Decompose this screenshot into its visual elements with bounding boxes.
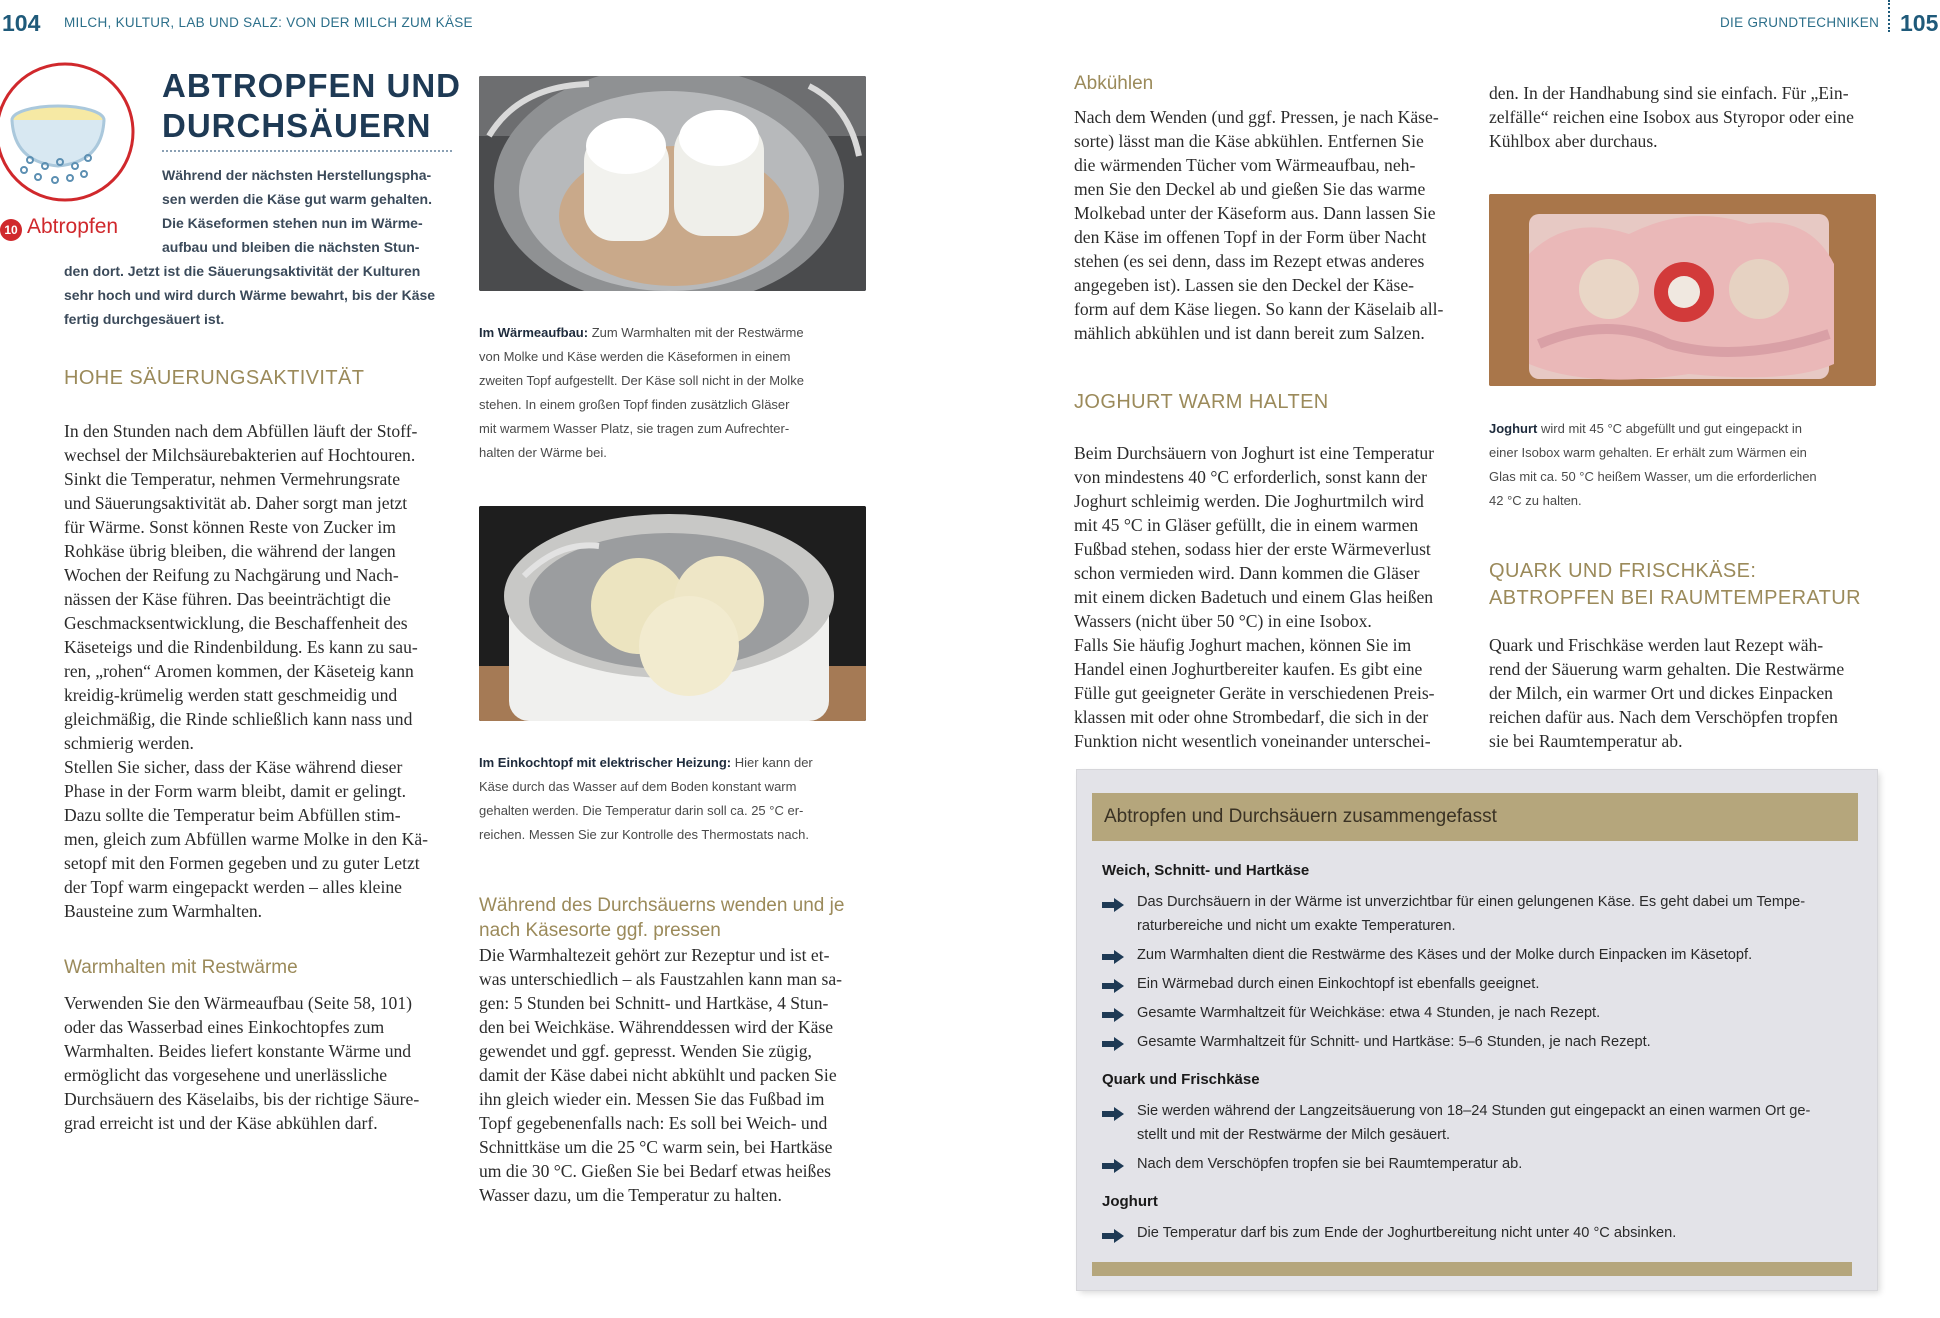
arrow-icon [1102, 1007, 1124, 1026]
summary-bottom-bar [1092, 1262, 1852, 1276]
chapter-intro: Während der nächsten Herstellungspha- sen werden die Käse gut warm gehalten. Die Käseformen stehen nun im Wärme- aufbau und bleiben die nächsten Stun- den dort. Jetzt ist die Säuerungsaktivität der Kulturen sehr hoch und wird durch Wärme bewahrt, bis der Käse fertig durchgesäuert ist. [64, 167, 436, 327]
section-heading-joghurt: JOGHURT WARM HALTEN [1074, 391, 1329, 413]
section-heading-quark: QUARK UND FRISCHKÄSE: ABTROPFEN BEI RAUMTEMPERATUR [1489, 560, 1861, 609]
summary-item: Nach dem Verschöpfen tropfen sie bei Raumtemperatur ab. [1137, 1156, 1523, 1172]
summary-item: Die Temperatur darf bis zum Ende der Joghurtbereitung nicht unter 40 °C absinken. [1137, 1225, 1677, 1241]
step-label: Abtropfen [27, 215, 119, 238]
left-running-head: MILCH, KULTUR, LAB UND SALZ: VON DER MILCH ZUM KÄSE [64, 15, 473, 30]
arrow-icon [1102, 1106, 1124, 1125]
section-body-warmhalten: Verwenden Sie den Wärmeaufbau (Seite 58, 101) oder das Wasserbad eines Einkochtopfes zum Warmhalten. Beides liefert konstante Wärme und ermöglicht das vorgesehene und unerlässliche Durchsäuern des Käselaibs, bis der richtige Säure- grad erreicht ist und der Käse abkühlen darf. [64, 993, 420, 1133]
summary-item: Gesamte Warmhaltzeit für Schnitt- und Hartkäse: 5–6 Stunden, je nach Rezept. [1137, 1034, 1651, 1050]
summary-item: Gesamte Warmhaltzeit für Weichkäse: etwa 4 Stunden, je nach Rezept. [1137, 1005, 1601, 1021]
section-body-hohe: In den Stunden nach dem Abfüllen läuft der Stoff- wechsel der Milchsäurebakterien auf Hochtouren. Sinkt die Temperatur, nehmen Vermehrungsrate und Säuerungsaktivität ab. Daher sorgt man jetzt für Wärme. Sonst können Reste von Zucker im Rohkäse übrig bleiben, die während der langen Wochen der Reifung zu Nachgärung und Nach- nässen der Käse führen. Das beeinträchtigt die Geschmacksentwicklung, die Beschaffenheit des Käseteigs und die Rindenbildung. Es kann zu sau- ren, „rohen“ Aromen kommen, der Käseteig kann kreidig-krümelig werden statt geschmeidig und gleichmäßig, die Rinde schließlich kann nass und schmierig werden. Stellen Sie sicher, dass der Käse während dieser Phase in der Form warm bleibt, damit er gelingt. Dazu sollte die Temperatur beim Abfüllen stim- men, gleich zum Abfüllen warme Molke in den Kä- setopf mit den Formen gegeben und zu guter Letzt der Topf warm eingepackt werden – alles kleine Bausteine zum Warmhalten. [64, 421, 428, 921]
arrow-icon [1102, 1228, 1124, 1247]
section-body-joghurt: Beim Durchsäuern von Joghurt ist eine Temperatur von mindestens 40 °C erforderlich, sonst kann der Joghurt schleimig werden. Die Joghurtmilch wird mit 45 °C in Gläser gefüllt, die in einem warmen Fußbad stehen, sodass hier der erste Wärmeverlust schon vermieden wird. Dann kommen die Gläser mit einem dicken Badetuch und einem Glas heißen Wassers (nicht über 50 °C) in eine Isobox. Falls Sie häufig Joghurt machen, können Sie im Handel einen Joghurtbereiter kaufen. Es gibt eine Fülle gut geeigneter Geräte in verschiedenen Preis- klassen mit oder ohne Strombedarf, die sich in der Funktion nicht wesentlich voneinander unterschei- [1074, 443, 1435, 751]
summary-group-heading: Joghurt [1102, 1193, 1158, 1210]
right-running-head: DIE GRUNDTECHNIKEN [1720, 15, 1880, 30]
summary-item: Das Durchsäuern in der Wärme ist unverzichtbar für einen gelungenen Käse. Es geht dabei um Tempe- raturbereiche und nicht um exakte Temperaturen. [1137, 894, 1806, 934]
arrow-icon [1102, 949, 1124, 968]
section-heading-hohe: HOHE SÄUERUNGSAKTIVITÄT [64, 367, 365, 389]
summary-item: Zum Warmhalten dient die Restwärme des Käses und der Molke durch Einpacken im Käsetopf. [1137, 947, 1753, 963]
summary-group-heading: Weich, Schnitt- und Hartkäse [1102, 862, 1310, 879]
photo-joghurt-isobox [1489, 194, 1876, 386]
caption-waermeaufbau: Im Wärmeaufbau: Zum Warmhalten mit der Restwärme von Molke und Käse werden die Käseformen in einem zweiten Topf aufgestellt. Der Käse soll nicht in der Molke stehen. In einem großen Topf finden zusätzlich Gläser mit warmem Wasser Platz, sie tragen zum Aufrechter- halten der Wärme bei. [479, 325, 804, 460]
arrow-icon [1102, 978, 1124, 997]
photo-einkochtopf [479, 506, 866, 721]
chapter-title-line1: ABTROPFEN UND [162, 67, 461, 104]
chapter-title-line2: DURCHSÄUERN [162, 107, 432, 144]
section-body-abkuehlen: Nach dem Wenden (und ggf. Pressen, je nach Käse- sorte) lässt man die Käse abkühlen. Entfernen Sie die wärmenden Tücher vom Wärmeaufbau, neh- men Sie den Deckel ab und gießen Sie das warme Molkebad unter der Käseform aus. Dann lassen Sie den Käse im offenen Topf in der Form über Nacht stehen (es sei denn, dass im Rezept etwas anderes angegeben ist). Lassen sie den Deckel der Käse- form auf dem Käse liegen. So kann der Käselaib all- mählich abkühlen und ist dann bereit zum Salzen. [1074, 107, 1444, 343]
summary-item: Ein Wärmebad durch einen Einkochtopf ist ebenfalls geeignet. [1137, 976, 1540, 992]
arrow-icon [1102, 897, 1124, 916]
caption-einkochtopf: Im Einkochtopf mit elektrischer Heizung: Hier kann der Käse durch das Wasser auf dem Boden konstant warm gehalten werden. Die Temperatur darin soll ca. 25 °C er- reichen. Messen Sie zur Kontrolle des Thermostats nach. [479, 755, 813, 842]
summary-title: Abtropfen und Durchsäuern zusammengefasst [1092, 793, 1858, 841]
section-body-quark: Quark und Frischkäse werden laut Rezept wäh- rend der Säuerung warm gehalten. Die Restwärme der Milch, ein warmer Ort und dickes Einpacken reichen dafür aus. Nach dem Verschöpfen tropfen sie bei Raumtemperatur ab. [1489, 635, 1845, 751]
section-heading-wenden: Während des Durchsäuerns wenden und je nach Käsesorte ggf. pressen [479, 895, 845, 941]
section-body-right-top: den. In der Handhabung sind sie einfach. Für „Ein- zelfälle“ reichen eine Isobox aus Styropor oder eine Kühlbox aber durchaus. [1489, 83, 1854, 151]
arrow-icon [1102, 1036, 1124, 1055]
summary-group-heading: Quark und Frischkäse [1102, 1071, 1260, 1088]
caption-joghurt: Joghurt wird mit 45 °C abgefüllt und gut eingepackt in einer Isobox warm gehalten. Er erhält zum Wärmen ein Glas mit ca. 50 °C heißem Wasser, um die erforderlichen 42 °C zu halten. [1489, 421, 1817, 508]
section-heading-abkuehlen: Abkühlen [1074, 73, 1154, 94]
step-number-badge: 10 [0, 219, 22, 241]
section-heading-warmhalten: Warmhalten mit Restwärme [64, 957, 298, 978]
title-dotted-rule [162, 150, 452, 152]
section-body-wenden: Die Warmhaltezeit gehört zur Rezeptur und ist et- was unterschiedlich – als Faustzahlen kann man sa- gen: 5 Stunden bei Schnitt- und Hartkäse, 4 Stun- den bei Weichkäse. Währenddessen wird der Käse gewendet und ggf. gepresst. Wenden Sie zügig, damit der Käse dabei nicht abkühlt und packen Sie ihn gleich wieder ein. Messen Sie das Fußbad im Topf gegebenenfalls nach: Es soll bei Weich- und Schnittkäse um die 25 °C warm sein, bei Hartkäse um die 30 °C. Gießen Sie bei Bedarf etwas heißes Wasser dazu, um die Temperatur zu halten. [479, 945, 843, 1205]
right-page-number: 105 [1900, 10, 1939, 36]
arrow-icon [1102, 1158, 1124, 1177]
header-divider [1888, 0, 1890, 32]
left-page-number: 104 [2, 10, 41, 36]
photo-waermeaufbau [479, 76, 866, 291]
summary-item: Sie werden während der Langzeitsäuerung von 18–24 Stunden gut eingepackt an einen warmen Ort ge- stellt und mit der Restwärme der Milch gesäuert. [1137, 1103, 1811, 1143]
